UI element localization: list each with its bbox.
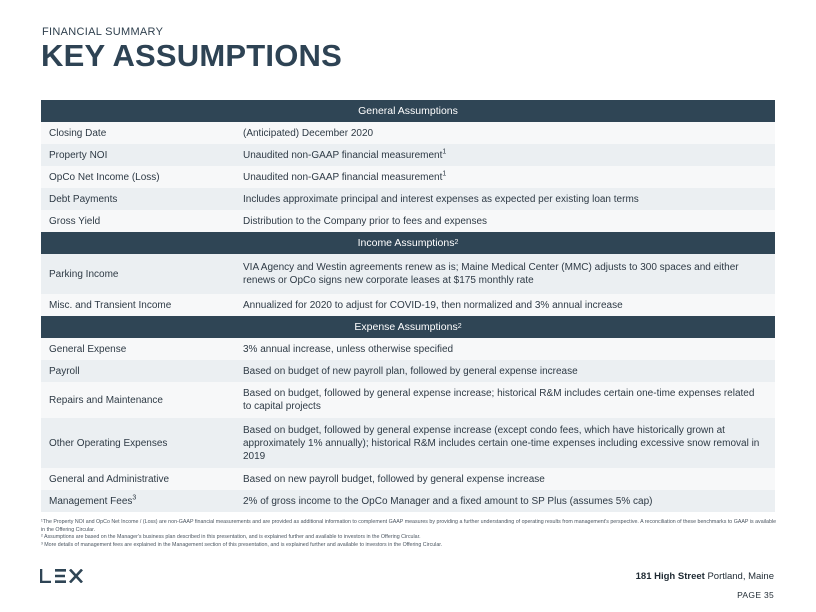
property-address: 181 High Street Portland, Maine <box>635 571 774 582</box>
row-label: Debt Payments <box>49 193 118 205</box>
row-value: Based on budget of new payroll plan, followed by general expense increase <box>243 365 578 377</box>
table-row <box>41 254 775 294</box>
row-value: Based on new payroll budget, followed by general expense increase <box>243 473 545 485</box>
row-label: Property NOI <box>49 149 108 161</box>
lex-logo <box>40 569 84 583</box>
table-row <box>41 210 775 232</box>
footnote-ref: 1 <box>442 148 447 156</box>
row-label: Parking Income <box>49 268 119 280</box>
table-row <box>41 338 775 360</box>
row-value: Distribution to the Company prior to fees and expenses <box>243 215 488 227</box>
row-value: Unaudited non-GAAP financial measurement$^1$ <box>243 170 447 183</box>
income-assumptions-header: Income Assumptions 2 <box>41 232 775 254</box>
row-label: General and Administrative <box>49 473 170 485</box>
table-row <box>41 468 775 490</box>
row-label: General Expense <box>49 343 127 355</box>
row-value: Unaudited non-GAAP financial measurement$^1$ <box>243 148 447 161</box>
footnote-2: ² Assumptions are based on the Manager's business plan described in this presentation, and is explained further and available to investors in the Offering Circular. <box>41 534 421 541</box>
table-row <box>41 166 775 188</box>
row-label: OpCo Net Income (Loss) <box>49 171 160 183</box>
table-row <box>41 188 775 210</box>
row-value: 3% annual increase, unless otherwise specified <box>243 343 454 355</box>
footnote-1: ¹The Property NOI and OpCo Net Income / (Loss) are non-GAAP financial measurements and are provided as additional information to complement GAAP measures by providing a further understanding of operating results from management's perspective. A reconciliation of these benchmarks to GAAP is available in the Offering Circular. <box>41 519 777 533</box>
table-row <box>41 360 775 382</box>
table-row <box>41 144 775 166</box>
row-label: Management Fees$^3$ <box>49 494 137 507</box>
table-row <box>41 382 775 418</box>
row-value: VIA Agency and Westin agreements renew as is; Maine Medical Center (MMC) adjusts to 300 spaces and either renews or OpCo signs new corporate leases at $175 monthly rate <box>243 262 739 286</box>
lex-logo-icon <box>40 569 84 583</box>
row-value: Based on budget, followed by general expense increase (except condo fees, which have historically grown at approximately 1% annually); historical R&M includes certain one-time expenses including excessive snow removal in 2019 <box>243 424 760 462</box>
assumptions-table <box>41 100 775 512</box>
section-eyebrow: FINANCIAL SUMMARY <box>42 26 164 38</box>
footnote-ref: 1 <box>442 170 447 178</box>
table-row <box>41 490 775 512</box>
footnote-3: ³ More details of management fees are explained in the Management section of this presentation, and is explained further and available to investors in the Offering Circular. <box>41 541 443 548</box>
footnotes <box>41 519 781 549</box>
row-value: Includes approximate principal and interest expenses as expected per existing loan terms <box>243 193 639 205</box>
row-value: Based on budget, followed by general expense increase; historical R&M includes certain one-time expenses related to capital projects <box>243 388 755 412</box>
row-label: Misc. and Transient Income <box>49 299 172 311</box>
page-title: KEY ASSUMPTIONS <box>41 38 342 73</box>
row-label: Repairs and Maintenance <box>49 394 163 406</box>
general-assumptions-header: General Assumptions <box>41 100 775 122</box>
row-value: 2% of gross income to the OpCo Manager and a fixed amount to SP Plus (assumes 5% cap) <box>243 495 653 507</box>
row-label: Gross Yield <box>49 215 101 227</box>
row-label: Other Operating Expenses <box>49 437 168 449</box>
expense-assumptions-header: Expense Assumptions 2 <box>41 316 775 338</box>
page-number: PAGE 35 <box>737 590 774 600</box>
row-label: Closing Date <box>49 127 107 139</box>
table-row <box>41 294 775 316</box>
table-row <box>41 418 775 468</box>
table-row <box>41 122 775 144</box>
footnote-ref: 3 <box>132 494 137 502</box>
row-label: Payroll <box>49 365 80 377</box>
row-value: Annualized for 2020 to adjust for COVID-19, then normalized and 3% annual increase <box>243 299 623 311</box>
row-value: (Anticipated) December 2020 <box>243 127 374 139</box>
